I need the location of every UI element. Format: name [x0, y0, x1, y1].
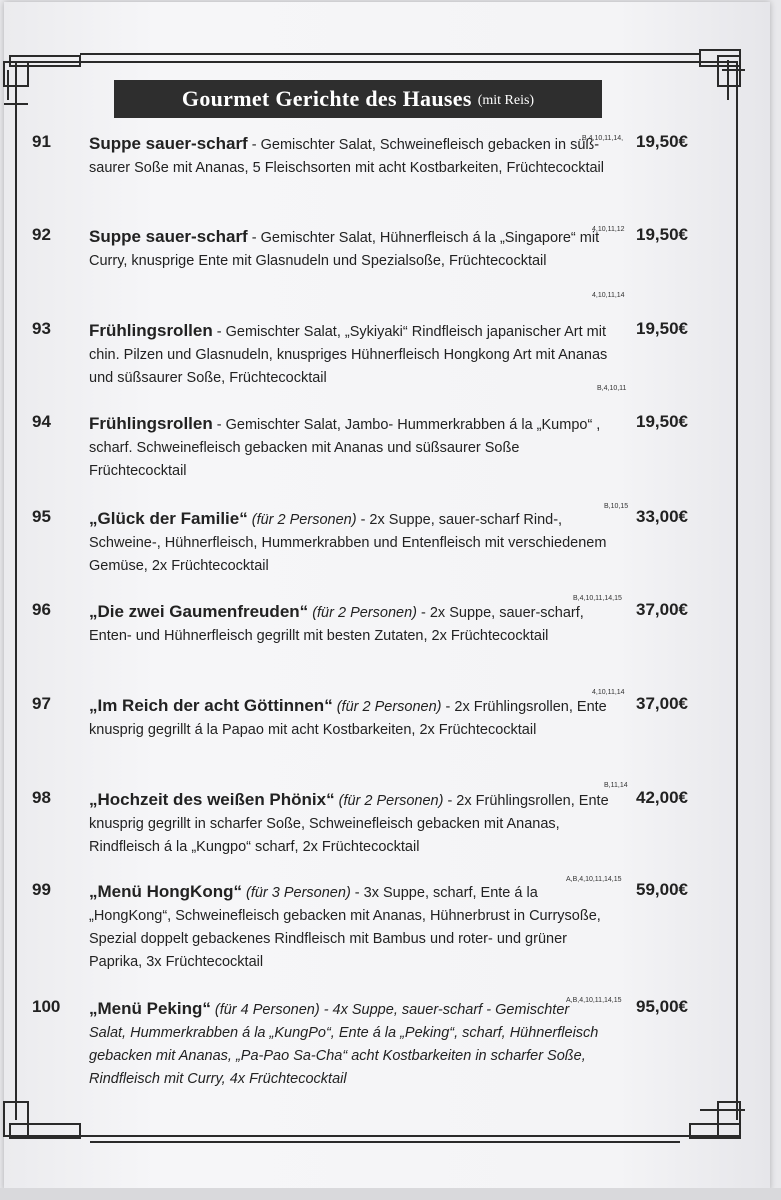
allergen-codes: B,4,10,11,14,15	[573, 595, 622, 602]
item-price: 95,00€	[636, 997, 688, 1016]
item-description	[89, 600, 609, 648]
item-number: 97	[32, 694, 51, 713]
item-price: 37,00€	[636, 694, 688, 713]
item-note: (für 4 Personen) - 4x Suppe, sauer-scharf - Gemischter Salat, Hummerkrabben á la „KungPo“, Ente á la „Peking“, scharf, Hühnerfleisch gebacken mit Ananas, „Pa-Pao Sa-Cha“ acht Kostbarkeiten in scharfer Soße, Rindfleisch mit Curry, 4x Früchtecocktail	[89, 1002, 599, 1087]
item-text: - Gemischter Salat, Schweinefleisch gebacken in süß-saurer Soße mit Ananas, 5 Fleischsorten mit acht Kostbarkeiten, Früchtecocktail	[89, 137, 604, 176]
item-text: - Gemischter Salat, Jambo- Hummerkrabben á la „Kumpo“ , scharf. Schweinefleisch gebacken mit Ananas und süßsaurer Soße Früchtecocktail	[89, 417, 601, 479]
item-price: 33,00€	[636, 507, 688, 526]
item-note: (für 3 Personen)	[241, 885, 351, 901]
item-description	[89, 997, 609, 1091]
allergen-codes: 4,10,11,14	[592, 689, 625, 696]
item-number: 98	[32, 788, 51, 807]
item-number: 93	[32, 319, 51, 338]
item-number: 95	[32, 507, 51, 526]
item-name: Frühlingsrollen	[89, 414, 213, 433]
allergen-codes: B,11,14	[604, 782, 628, 789]
allergen-codes: 4,10,11,14	[592, 292, 625, 299]
item-description	[89, 225, 609, 273]
item-text: - 2x Frühlingsrollen, Ente knusprig gegrillt in scharfer Soße, Schweinefleisch gebacken mit Ananas, Rindfleisch á la „Kungpo“ scharf, 2x Früchtecocktail	[89, 793, 609, 855]
item-text: - Gemischter Salat, Hühnerfleisch á la „Singapore“ mit Curry, knusprige Ente mit Glasnudeln und Spezialsoße, Früchtecocktail	[89, 230, 600, 269]
item-name: „Menü HongKong“	[89, 882, 242, 901]
item-description	[89, 788, 609, 859]
item-text: - 2x Frühlingsrollen, Ente knusprig gegrillt á la Papao mit acht Kostbarkeiten, 2x Früchtecocktail	[89, 699, 607, 738]
item-name: Frühlingsrollen	[89, 321, 213, 340]
item-name: Suppe sauer-scharf	[89, 134, 248, 153]
allergen-codes: B,4,10,11	[597, 385, 627, 392]
item-number: 99	[32, 880, 51, 899]
menu-title-bar	[114, 80, 602, 118]
item-description	[89, 507, 609, 578]
item-text: - 2x Suppe, sauer-scharf, Enten- und Hühnerfleisch gegrillt mit besten Zutaten, 2x Früchtecocktail	[89, 605, 584, 644]
item-name: „Die zwei Gaumenfreuden“	[89, 602, 309, 621]
item-number: 96	[32, 600, 51, 619]
item-price: 42,00€	[636, 788, 688, 807]
item-number: 92	[32, 225, 51, 244]
allergen-codes: B,4,10,11,14,	[582, 135, 624, 142]
item-note: (für 2 Personen)	[247, 512, 357, 528]
item-price: 19,50€	[636, 412, 688, 431]
page-edge	[0, 1188, 781, 1200]
item-note: (für 2 Personen)	[308, 605, 417, 621]
item-price: 37,00€	[636, 600, 688, 619]
menu-subtitle: (mit Reis)	[477, 93, 535, 108]
item-price: 19,50€	[636, 319, 688, 338]
item-note: (für 2 Personen)	[332, 699, 442, 715]
item-text: - 3x Suppe, scharf, Ente á la „HongKong“, Schweinefleisch gebacken mit Ananas, Hühnerbrust in Currysoße, Spezial doppelt gebackenes Rindfleisch mit Bambus und roter- und grüner Paprika, 3x Früchtecocktail	[89, 885, 601, 970]
item-price: 19,50€	[636, 225, 688, 244]
allergen-codes: B,10,15	[604, 503, 629, 510]
item-description	[89, 132, 609, 180]
item-text: - Gemischter Salat, „Sykiyaki“ Rindfleisch japanischer Art mit chin. Pilzen und Glasnudeln, knuspriges Hühnerfleisch Hongkong Art mit Ananas und süßsaurer Soße, Früchtecocktail	[89, 324, 608, 386]
item-name: „Menü Peking“	[89, 999, 211, 1018]
item-note: (für 2 Personen)	[334, 793, 444, 809]
item-name: „Hochzeit des weißen Phönix“	[89, 790, 335, 809]
allergen-codes: 4,10,11,12	[592, 226, 625, 233]
item-name: „Im Reich der acht Göttinnen“	[89, 696, 333, 715]
allergen-codes: A,B,4,10,11,14,15	[566, 997, 622, 1004]
item-name: „Glück der Familie“	[89, 509, 248, 528]
menu-title: Gourmet Gerichte des Hauses	[181, 86, 472, 111]
item-description	[89, 412, 609, 483]
item-number: 91	[32, 132, 51, 151]
item-name: Suppe sauer-scharf	[89, 227, 248, 246]
item-number: 100	[32, 997, 61, 1016]
item-description	[89, 694, 609, 742]
allergen-codes: A,B,4,10,11,14,15	[566, 876, 622, 883]
item-text: - 2x Suppe, sauer-scharf Rind-, Schweine-, Hühnerfleisch, Hummerkrabben und Entenfleisch mit verschiedenem Gemüse, 2x Früchtecocktail	[89, 512, 607, 574]
item-number: 94	[32, 412, 51, 431]
item-price: 19,50€	[636, 132, 688, 151]
item-description	[89, 319, 609, 390]
item-description	[89, 880, 609, 974]
item-price: 59,00€	[636, 880, 688, 899]
